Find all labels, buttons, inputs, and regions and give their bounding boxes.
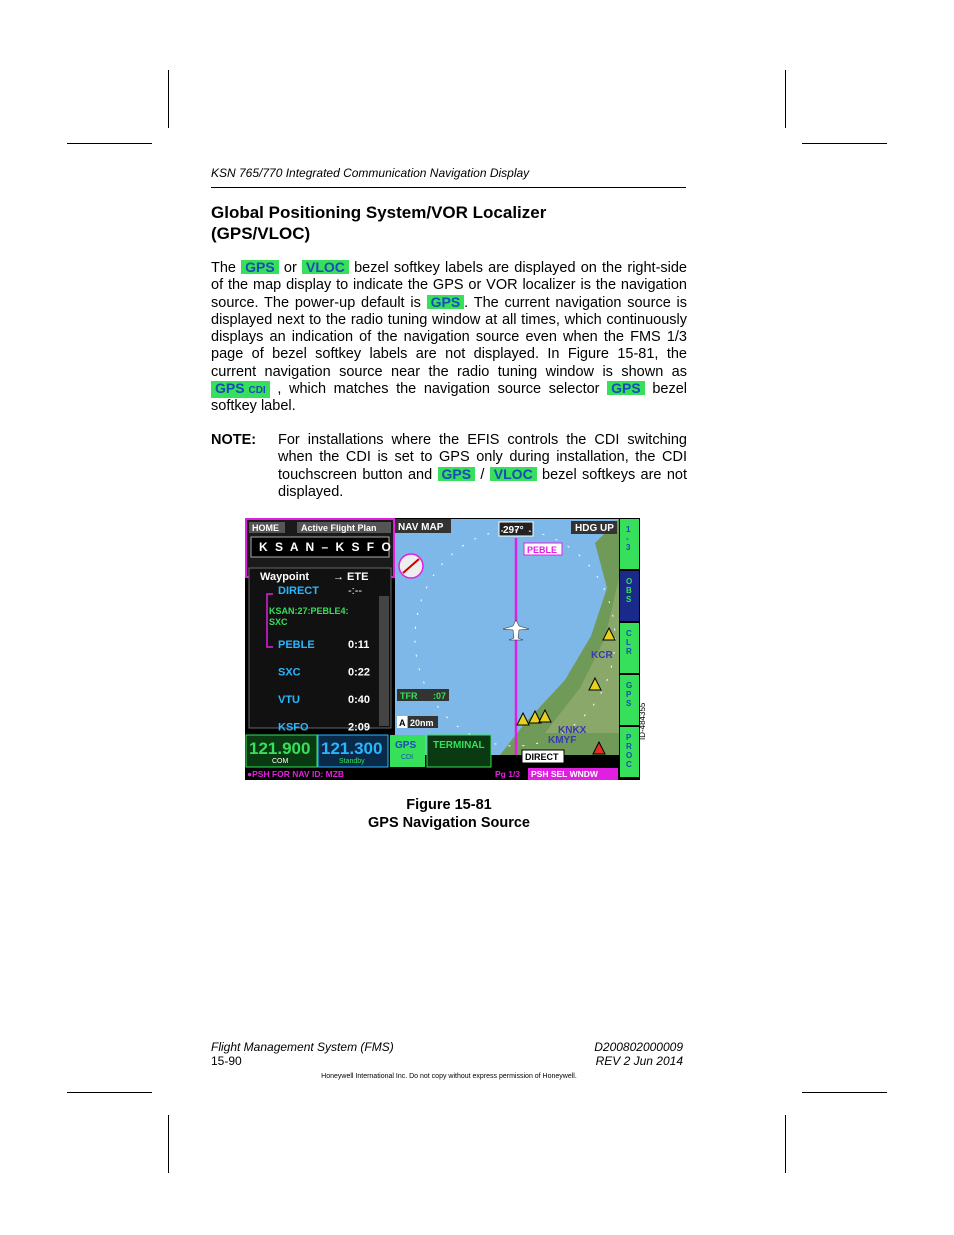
crop-mark	[67, 143, 152, 144]
range-a: A	[399, 718, 406, 728]
tfr-label: TFR	[400, 691, 418, 701]
softkey-label: R	[626, 742, 632, 751]
waypoint-name[interactable]: VTU	[278, 694, 300, 706]
home-label: HOME	[252, 523, 279, 533]
gps-cdi-tag-sub: CDI	[248, 385, 266, 397]
psh-sel-label: PSH SEL WNDW	[531, 769, 598, 779]
text: For installations where the EFIS controls the CDI switching when the CDI is set to GPS only during installation, the CDI touchscreen button and	[278, 432, 687, 483]
list-scrollbar[interactable]	[379, 596, 389, 726]
text: , which matches the navigation source selector	[269, 381, 608, 398]
waypoint-ete: 0:40	[348, 694, 371, 706]
gps-tag: GPS	[427, 295, 465, 309]
direct-button-label: DIRECT	[525, 752, 559, 762]
text: . The current navigation source is displayed next to the radio tuning window at all times, which continuously displays an indication of the navigation source even when the FMS 1/3 page of bezel softkey labels are not displayed. In Figure 15-81, the current navigation source near the radio tuning window is shown as	[211, 294, 688, 380]
figure-caption-number: Figure 15-81	[406, 797, 492, 813]
gps-cdi-button-label: GPS	[395, 740, 417, 751]
text: bezel softkeys are not displayed.	[278, 466, 687, 500]
text: /	[475, 466, 490, 483]
text: bezel softkey labels are displayed on the right-side of the map display to indicate the GPS or VOR localizer is the navigation source. The power-up default is	[211, 260, 688, 311]
softkey-label: 3	[626, 543, 631, 552]
text: The	[211, 260, 242, 276]
airport-kcr: KCR	[591, 650, 613, 661]
softkey-label: R	[626, 647, 632, 656]
active-plan-label: Active Flight Plan	[301, 523, 377, 533]
com-label: COM	[272, 758, 289, 765]
figure-display	[245, 518, 640, 780]
figure-caption-title: GPS Navigation Source	[368, 815, 530, 831]
softkey-label: P	[626, 690, 632, 699]
standby-frequency: 121.300	[321, 739, 383, 758]
softkey-label: C	[626, 629, 632, 638]
text: bezel softkey label.	[211, 381, 687, 415]
crop-mark	[168, 70, 169, 128]
bezel-softkeys	[620, 519, 639, 777]
section-title-line1: Global Positioning System/VOR Localizer	[211, 203, 547, 222]
crop-mark	[67, 1092, 152, 1093]
footer-doc-number: D200802000009	[594, 1040, 683, 1054]
com-frequency: 121.900	[249, 739, 311, 758]
note-label: NOTE:	[211, 432, 257, 448]
crop-mark	[785, 1115, 786, 1173]
psh-for-nav: ●PSH FOR NAV ID: MZB	[247, 769, 345, 779]
softkey-label: P	[626, 733, 632, 742]
procedure-line: KSAN:27:PEBLE4:	[269, 606, 349, 616]
note-text	[278, 432, 687, 501]
softkey-label: 1	[626, 525, 631, 534]
softkey-label: B	[626, 586, 632, 595]
softkey-label: -	[626, 534, 629, 543]
peble-waypoint-label: PEBLE	[527, 545, 558, 555]
standby-label: Standby	[339, 758, 365, 765]
crop-mark	[785, 70, 786, 128]
crop-mark	[168, 1115, 169, 1173]
hdg-up-label: HDG UP	[575, 523, 614, 534]
footer-page-number: 15-90	[211, 1054, 242, 1068]
nav-map-label: NAV MAP	[398, 522, 444, 533]
waypoint-name[interactable]: KSFO	[278, 721, 309, 734]
waypoint-name[interactable]: SXC	[278, 666, 301, 679]
waypoint-name[interactable]: PEBLE	[278, 639, 315, 651]
ete-column-header: → ETE	[333, 571, 369, 583]
softkey-label: G	[626, 681, 633, 690]
footer-revision: REV 2 Jun 2014	[595, 1054, 683, 1068]
gps-tag: GPS	[438, 467, 476, 481]
tfr-time: :07	[433, 691, 447, 701]
waypoint-ete: 2:09	[348, 721, 371, 734]
waypoint-ete: 0:22	[348, 666, 371, 679]
softkey-label: L	[626, 638, 631, 647]
gps-tag: GPS	[241, 260, 279, 274]
airport-knkx: KNKX	[558, 725, 587, 736]
text: or	[278, 260, 303, 276]
terminal-label: TERMINAL	[433, 740, 485, 751]
crop-mark	[802, 143, 887, 144]
crop-mark	[802, 1092, 887, 1093]
gps-cdi-tag	[211, 381, 270, 398]
route-text: K S A N – K S F O	[259, 540, 393, 554]
display-screenshot	[245, 518, 640, 780]
gps-cdi-tag-main: GPS	[215, 380, 245, 397]
direct-time: -:--	[348, 585, 363, 597]
range-label: 20nm	[410, 718, 434, 728]
waypoint-column-header: Waypoint	[260, 571, 310, 583]
vloc-tag: VLOC	[302, 260, 349, 274]
section-title	[211, 202, 691, 244]
header-rule	[211, 187, 686, 188]
copyright-notice: Honeywell International Inc. Do not copy without express permission of Honeywell.	[321, 1073, 577, 1080]
body-paragraph	[211, 260, 687, 416]
direct-row[interactable]: DIRECT	[278, 585, 319, 597]
running-header: KSN 765/770 Integrated Communication Navigation Display	[211, 166, 530, 180]
softkey-label: O	[626, 577, 633, 586]
waypoint-ete: 0:11	[348, 639, 370, 651]
heading-readout: 297°	[503, 525, 524, 536]
gps-tag: GPS	[607, 381, 645, 395]
softkey-label: S	[626, 595, 632, 604]
airport-kmyf: KMYF	[548, 735, 577, 746]
vloc-tag: VLOC	[490, 467, 537, 481]
gps-cdi-button-sub: CDI	[401, 754, 414, 761]
softkey-label: C	[626, 760, 632, 769]
figure-id: ID-484355	[638, 702, 647, 740]
procedure-line2: SXC	[269, 617, 288, 627]
softkey-label: S	[626, 699, 632, 708]
softkey-label: O	[626, 751, 633, 760]
section-title-line2: (GPS/VLOC)	[211, 224, 311, 243]
footer-manual-title: Flight Management System (FMS)	[211, 1040, 394, 1054]
page-indicator: Pg 1/3	[495, 769, 521, 779]
